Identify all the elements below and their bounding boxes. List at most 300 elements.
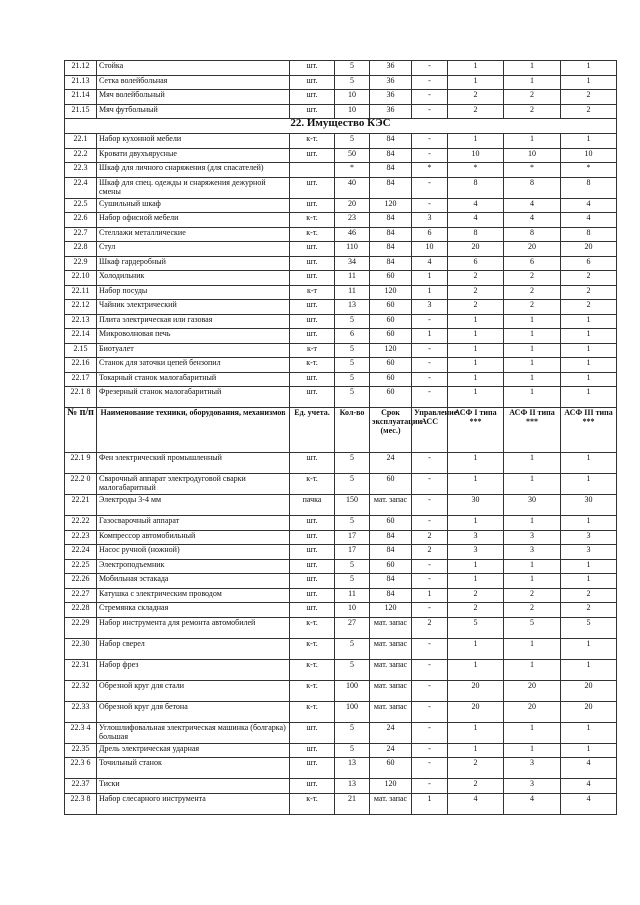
cell-management-acc: - <box>412 516 448 531</box>
cell-item-number: 21.14 <box>65 90 97 105</box>
cell-asf-type-2: 3 <box>504 530 561 545</box>
cell-service-life: 24 <box>370 453 412 474</box>
cell-item-number: 22.24 <box>65 545 97 560</box>
cell-item-name: Мяч волейбольный <box>97 90 290 105</box>
cell-item-name: Углошлифовальная электрическая машинка (болгарка) большая <box>97 722 290 743</box>
cell-asf-type-3: 1 <box>561 453 617 474</box>
cell-item-name: Точильный станок <box>97 758 290 779</box>
cell-quantity: 10 <box>335 90 370 105</box>
table-body <box>65 61 617 815</box>
cell-asf-type-3: 8 <box>561 177 617 198</box>
cell-item-number: 22.30 <box>65 638 97 659</box>
cell-service-life: 60 <box>370 372 412 387</box>
cell-item-number: 22.3 4 <box>65 722 97 743</box>
cell-management-acc: 2 <box>412 530 448 545</box>
table-row <box>65 701 617 722</box>
cell-service-life: мат. запас <box>370 638 412 659</box>
cell-asf-type-3: 1 <box>561 329 617 344</box>
cell-service-life: 24 <box>370 722 412 743</box>
cell-asf-type-2: 1 <box>504 659 561 680</box>
cell-unit: шт. <box>290 516 335 531</box>
cell-item-name: Компрессор автомобильный <box>97 530 290 545</box>
cell-asf-type-2: 1 <box>504 743 561 758</box>
cell-unit: шт. <box>290 314 335 329</box>
cell-service-life: 60 <box>370 314 412 329</box>
cell-item-name: Набор сверел <box>97 638 290 659</box>
cell-asf-type-1: 2 <box>448 300 504 315</box>
cell-quantity: 11 <box>335 271 370 286</box>
cell-service-life: 60 <box>370 271 412 286</box>
cell-asf-type-3: 20 <box>561 701 617 722</box>
table-row <box>65 680 617 701</box>
cell-asf-type-2: 4 <box>504 198 561 213</box>
cell-item-name: Холодильник <box>97 271 290 286</box>
cell-unit: к-т. <box>290 680 335 701</box>
cell-asf-type-3: 8 <box>561 227 617 242</box>
cell-quantity: 5 <box>335 638 370 659</box>
cell-asf-type-3: 2 <box>561 588 617 603</box>
cell-management-acc: - <box>412 758 448 779</box>
cell-management-acc: - <box>412 104 448 119</box>
cell-unit: к-т. <box>290 659 335 680</box>
header-service-life: Срок эксплуатации (мес.) <box>370 408 412 453</box>
cell-asf-type-1: 8 <box>448 227 504 242</box>
table-row <box>65 372 617 387</box>
cell-unit: шт. <box>290 90 335 105</box>
cell-asf-type-1: 4 <box>448 213 504 228</box>
cell-asf-type-2: 1 <box>504 638 561 659</box>
cell-asf-type-2: 8 <box>504 227 561 242</box>
cell-quantity: 5 <box>335 134 370 149</box>
cell-asf-type-1: 2 <box>448 779 504 794</box>
cell-management-acc: - <box>412 358 448 373</box>
cell-asf-type-2: 1 <box>504 516 561 531</box>
table-row <box>65 793 617 814</box>
cell-item-number: 22.28 <box>65 603 97 618</box>
table-row <box>65 516 617 531</box>
cell-asf-type-1: 5 <box>448 617 504 638</box>
cell-management-acc: - <box>412 559 448 574</box>
cell-quantity: 5 <box>335 453 370 474</box>
cell-asf-type-3: 20 <box>561 242 617 257</box>
cell-asf-type-3: 1 <box>561 638 617 659</box>
cell-management-acc: * <box>412 163 448 178</box>
cell-unit: пачка <box>290 495 335 516</box>
cell-management-acc: - <box>412 659 448 680</box>
cell-unit: шт. <box>290 329 335 344</box>
cell-unit: шт. <box>290 545 335 560</box>
table-row <box>65 603 617 618</box>
cell-item-name: Электроподъемник <box>97 559 290 574</box>
table-row <box>65 227 617 242</box>
cell-item-number: 22.2 <box>65 148 97 163</box>
cell-management-acc: - <box>412 148 448 163</box>
table-row <box>65 659 617 680</box>
cell-management-acc: 3 <box>412 213 448 228</box>
table-row <box>65 617 617 638</box>
cell-service-life: 84 <box>370 242 412 257</box>
cell-unit: к-т. <box>290 358 335 373</box>
cell-unit: к-т. <box>290 213 335 228</box>
cell-service-life: 120 <box>370 779 412 794</box>
cell-asf-type-2: 1 <box>504 314 561 329</box>
cell-asf-type-3: 1 <box>561 574 617 589</box>
cell-item-name: Биотуалет <box>97 343 290 358</box>
cell-asf-type-3: 1 <box>561 75 617 90</box>
cell-item-name: Сушильный шкаф <box>97 198 290 213</box>
cell-unit: к-т. <box>290 617 335 638</box>
cell-asf-type-3: 4 <box>561 779 617 794</box>
cell-service-life: 84 <box>370 588 412 603</box>
cell-management-acc: 3 <box>412 300 448 315</box>
cell-item-name: Шкаф гардеробный <box>97 256 290 271</box>
cell-item-number: 22.2 0 <box>65 474 97 495</box>
table-row <box>65 177 617 198</box>
table-row <box>65 574 617 589</box>
cell-management-acc: 4 <box>412 256 448 271</box>
cell-item-name: Фрезерный станок малогабаритный <box>97 387 290 408</box>
cell-asf-type-2: 1 <box>504 75 561 90</box>
cell-asf-type-2: 2 <box>504 271 561 286</box>
cell-asf-type-2: 20 <box>504 701 561 722</box>
cell-asf-type-2: 3 <box>504 758 561 779</box>
table-row <box>65 559 617 574</box>
cell-service-life: 84 <box>370 545 412 560</box>
cell-asf-type-2: 1 <box>504 61 561 76</box>
cell-asf-type-1: 1 <box>448 387 504 408</box>
cell-asf-type-2: 1 <box>504 453 561 474</box>
cell-asf-type-1: 1 <box>448 659 504 680</box>
cell-asf-type-3: 4 <box>561 758 617 779</box>
cell-item-name: Сетка волейбольная <box>97 75 290 90</box>
cell-asf-type-2: 1 <box>504 474 561 495</box>
cell-quantity: 13 <box>335 779 370 794</box>
header-asf-type-1: АСФ I типа *** <box>448 408 504 453</box>
cell-asf-type-3: 1 <box>561 474 617 495</box>
cell-item-number: 22.6 <box>65 213 97 228</box>
cell-unit: шт. <box>290 104 335 119</box>
cell-asf-type-3: 1 <box>561 516 617 531</box>
cell-asf-type-2: 1 <box>504 343 561 358</box>
cell-item-name: Набор слесарного инструмента <box>97 793 290 814</box>
cell-asf-type-1: 1 <box>448 516 504 531</box>
cell-unit: к-т <box>290 343 335 358</box>
cell-unit: к-т. <box>290 474 335 495</box>
cell-item-name: Мяч футбольный <box>97 104 290 119</box>
cell-quantity: 100 <box>335 680 370 701</box>
cell-asf-type-1: 2 <box>448 603 504 618</box>
cell-item-number: 22.29 <box>65 617 97 638</box>
cell-unit: шт. <box>290 779 335 794</box>
cell-asf-type-2: 1 <box>504 387 561 408</box>
table-row <box>65 743 617 758</box>
cell-asf-type-1: 1 <box>448 343 504 358</box>
cell-management-acc: - <box>412 314 448 329</box>
cell-asf-type-3: 1 <box>561 343 617 358</box>
cell-item-name: Сварочный аппарат электродуговой сварки малогабаритный <box>97 474 290 495</box>
cell-asf-type-3: 2 <box>561 300 617 315</box>
cell-asf-type-3: 1 <box>561 722 617 743</box>
cell-item-name: Стойка <box>97 61 290 76</box>
cell-item-name: Плита электрическая или газовая <box>97 314 290 329</box>
cell-item-number: 22.33 <box>65 701 97 722</box>
cell-service-life: 60 <box>370 516 412 531</box>
cell-item-name: Тиски <box>97 779 290 794</box>
header-management-acc: Управление АСС <box>412 408 448 453</box>
cell-management-acc: - <box>412 372 448 387</box>
cell-service-life: 60 <box>370 300 412 315</box>
cell-asf-type-1: 1 <box>448 372 504 387</box>
cell-asf-type-1: 8 <box>448 177 504 198</box>
cell-item-name: Набор офисной мебели <box>97 213 290 228</box>
cell-asf-type-2: * <box>504 163 561 178</box>
cell-service-life: 120 <box>370 285 412 300</box>
cell-asf-type-1: 1 <box>448 329 504 344</box>
table-row <box>65 242 617 257</box>
cell-item-name: Станок для заточки цепей бензопил <box>97 358 290 373</box>
cell-asf-type-1: 1 <box>448 314 504 329</box>
cell-item-name: Стеллажи металлические <box>97 227 290 242</box>
cell-item-number: 22.27 <box>65 588 97 603</box>
cell-asf-type-3: 1 <box>561 358 617 373</box>
cell-asf-type-2: 2 <box>504 588 561 603</box>
header-asf-type-2: АСФ II типа *** <box>504 408 561 453</box>
cell-item-number: 22.25 <box>65 559 97 574</box>
cell-item-number: 22.22 <box>65 516 97 531</box>
cell-item-number: 22.3 8 <box>65 793 97 814</box>
cell-asf-type-1: 1 <box>448 743 504 758</box>
cell-unit: шт. <box>290 588 335 603</box>
table-row <box>65 474 617 495</box>
cell-item-name: Дрель электрическая ударная <box>97 743 290 758</box>
cell-item-name: Обрезной круг для бетона <box>97 701 290 722</box>
cell-management-acc: - <box>412 603 448 618</box>
cell-quantity: 5 <box>335 75 370 90</box>
cell-item-number: 21.13 <box>65 75 97 90</box>
cell-unit: шт. <box>290 242 335 257</box>
cell-asf-type-1: 2 <box>448 104 504 119</box>
cell-asf-type-1: 1 <box>448 358 504 373</box>
cell-unit: шт. <box>290 61 335 76</box>
cell-service-life: 84 <box>370 574 412 589</box>
cell-asf-type-1: 3 <box>448 545 504 560</box>
cell-asf-type-2: 5 <box>504 617 561 638</box>
cell-asf-type-3: 2 <box>561 90 617 105</box>
cell-quantity: 40 <box>335 177 370 198</box>
cell-quantity: * <box>335 163 370 178</box>
cell-service-life: 36 <box>370 75 412 90</box>
cell-item-name: Электроды 3-4 мм <box>97 495 290 516</box>
cell-asf-type-1: 1 <box>448 722 504 743</box>
cell-service-life: мат. запас <box>370 701 412 722</box>
cell-service-life: мат. запас <box>370 793 412 814</box>
cell-asf-type-3: 1 <box>561 61 617 76</box>
cell-management-acc: 2 <box>412 545 448 560</box>
cell-management-acc: - <box>412 90 448 105</box>
cell-item-name: Кровати двухъярусные <box>97 148 290 163</box>
cell-item-number: 22.13 <box>65 314 97 329</box>
cell-asf-type-3: 4 <box>561 198 617 213</box>
header-unit: Ед. учета. <box>290 408 335 453</box>
table-row <box>65 453 617 474</box>
cell-service-life: 60 <box>370 758 412 779</box>
cell-management-acc: 1 <box>412 588 448 603</box>
header-asf-type-3: АСФ III типа *** <box>561 408 617 453</box>
cell-item-name: Фен электрический промышленный <box>97 453 290 474</box>
cell-asf-type-3: 1 <box>561 134 617 149</box>
cell-quantity: 11 <box>335 588 370 603</box>
cell-item-name: Стремянка складная <box>97 603 290 618</box>
table-row <box>65 758 617 779</box>
cell-service-life: 84 <box>370 177 412 198</box>
cell-asf-type-2: 4 <box>504 793 561 814</box>
cell-asf-type-2: 1 <box>504 358 561 373</box>
cell-asf-type-1: 1 <box>448 134 504 149</box>
cell-item-number: 22.16 <box>65 358 97 373</box>
cell-asf-type-2: 2 <box>504 104 561 119</box>
cell-service-life: 84 <box>370 256 412 271</box>
cell-service-life: 84 <box>370 163 412 178</box>
cell-unit: к-т. <box>290 793 335 814</box>
cell-service-life: 120 <box>370 198 412 213</box>
cell-item-name: Мобильная эстакада <box>97 574 290 589</box>
cell-unit: шт. <box>290 453 335 474</box>
cell-service-life: 120 <box>370 603 412 618</box>
cell-item-number: 22.26 <box>65 574 97 589</box>
cell-asf-type-3: 2 <box>561 285 617 300</box>
cell-management-acc: - <box>412 638 448 659</box>
cell-asf-type-2: 3 <box>504 779 561 794</box>
cell-management-acc: 10 <box>412 242 448 257</box>
cell-asf-type-3: 5 <box>561 617 617 638</box>
table-row <box>65 300 617 315</box>
cell-item-name: Обрезной круг для стали <box>97 680 290 701</box>
cell-management-acc: - <box>412 177 448 198</box>
header-item-number: № п/п <box>65 408 97 453</box>
cell-asf-type-2: 3 <box>504 545 561 560</box>
cell-unit: шт. <box>290 256 335 271</box>
cell-asf-type-1: 2 <box>448 285 504 300</box>
cell-asf-type-2: 1 <box>504 559 561 574</box>
cell-asf-type-1: 1 <box>448 61 504 76</box>
cell-asf-type-2: 10 <box>504 148 561 163</box>
cell-item-name: Токарный станок малогабаритный <box>97 372 290 387</box>
cell-management-acc: - <box>412 722 448 743</box>
table-row <box>65 148 617 163</box>
cell-asf-type-3: * <box>561 163 617 178</box>
cell-quantity: 5 <box>335 343 370 358</box>
cell-management-acc: - <box>412 198 448 213</box>
cell-asf-type-1: 4 <box>448 198 504 213</box>
cell-quantity: 23 <box>335 213 370 228</box>
cell-quantity: 5 <box>335 516 370 531</box>
cell-asf-type-1: 1 <box>448 75 504 90</box>
cell-asf-type-3: 1 <box>561 743 617 758</box>
cell-asf-type-2: 2 <box>504 285 561 300</box>
cell-management-acc: - <box>412 75 448 90</box>
cell-unit: шт. <box>290 387 335 408</box>
cell-quantity: 13 <box>335 300 370 315</box>
cell-item-number: 22.11 <box>65 285 97 300</box>
cell-management-acc: - <box>412 387 448 408</box>
cell-asf-type-3: 20 <box>561 680 617 701</box>
cell-asf-type-1: 2 <box>448 271 504 286</box>
cell-item-number: 22.3 <box>65 163 97 178</box>
cell-item-number: 22.35 <box>65 743 97 758</box>
cell-unit: шт. <box>290 148 335 163</box>
cell-quantity: 27 <box>335 617 370 638</box>
cell-service-life: 60 <box>370 329 412 344</box>
cell-management-acc: 2 <box>412 617 448 638</box>
cell-unit: шт. <box>290 559 335 574</box>
cell-quantity: 20 <box>335 198 370 213</box>
cell-quantity: 150 <box>335 495 370 516</box>
table-row <box>65 75 617 90</box>
cell-asf-type-3: 6 <box>561 256 617 271</box>
cell-management-acc: 1 <box>412 793 448 814</box>
cell-unit: к-т. <box>290 638 335 659</box>
column-header-row <box>65 408 617 453</box>
cell-asf-type-3: 1 <box>561 314 617 329</box>
cell-unit: шт. <box>290 758 335 779</box>
cell-unit: к-т. <box>290 227 335 242</box>
cell-service-life: мат. запас <box>370 617 412 638</box>
cell-asf-type-3: 30 <box>561 495 617 516</box>
cell-quantity: 5 <box>335 61 370 76</box>
cell-item-name: Газосварочный аппарат <box>97 516 290 531</box>
cell-asf-type-2: 1 <box>504 722 561 743</box>
table-row <box>65 314 617 329</box>
cell-asf-type-2: 1 <box>504 574 561 589</box>
cell-asf-type-1: 1 <box>448 559 504 574</box>
cell-unit: к-т. <box>290 134 335 149</box>
cell-asf-type-2: 6 <box>504 256 561 271</box>
cell-service-life: 24 <box>370 743 412 758</box>
table-row <box>65 545 617 560</box>
cell-item-number: 22.32 <box>65 680 97 701</box>
cell-asf-type-3: 2 <box>561 104 617 119</box>
cell-item-name: Чайник электрический <box>97 300 290 315</box>
equipment-table <box>64 60 617 815</box>
cell-item-number: 2.15 <box>65 343 97 358</box>
cell-management-acc: 1 <box>412 271 448 286</box>
header-item-name: Наименование техники, оборудования, механизмов <box>97 408 290 453</box>
cell-quantity: 5 <box>335 314 370 329</box>
table-row <box>65 387 617 408</box>
cell-service-life: 60 <box>370 358 412 373</box>
cell-asf-type-2: 2 <box>504 603 561 618</box>
cell-item-name: Шкаф для спец. одежды и снаряжения дежурной смены <box>97 177 290 198</box>
cell-quantity: 5 <box>335 372 370 387</box>
cell-asf-type-1: 20 <box>448 701 504 722</box>
table-row <box>65 722 617 743</box>
cell-quantity: 5 <box>335 722 370 743</box>
cell-asf-type-1: 1 <box>448 453 504 474</box>
cell-service-life: 36 <box>370 90 412 105</box>
cell-item-number: 22.8 <box>65 242 97 257</box>
table-row <box>65 61 617 76</box>
cell-quantity: 13 <box>335 758 370 779</box>
table-row <box>65 530 617 545</box>
cell-quantity: 17 <box>335 545 370 560</box>
cell-quantity: 5 <box>335 659 370 680</box>
cell-service-life: 120 <box>370 343 412 358</box>
cell-quantity: 6 <box>335 329 370 344</box>
table-row <box>65 90 617 105</box>
cell-asf-type-2: 4 <box>504 213 561 228</box>
cell-item-name: Набор инструмента для ремонта автомобилей <box>97 617 290 638</box>
cell-quantity: 34 <box>335 256 370 271</box>
